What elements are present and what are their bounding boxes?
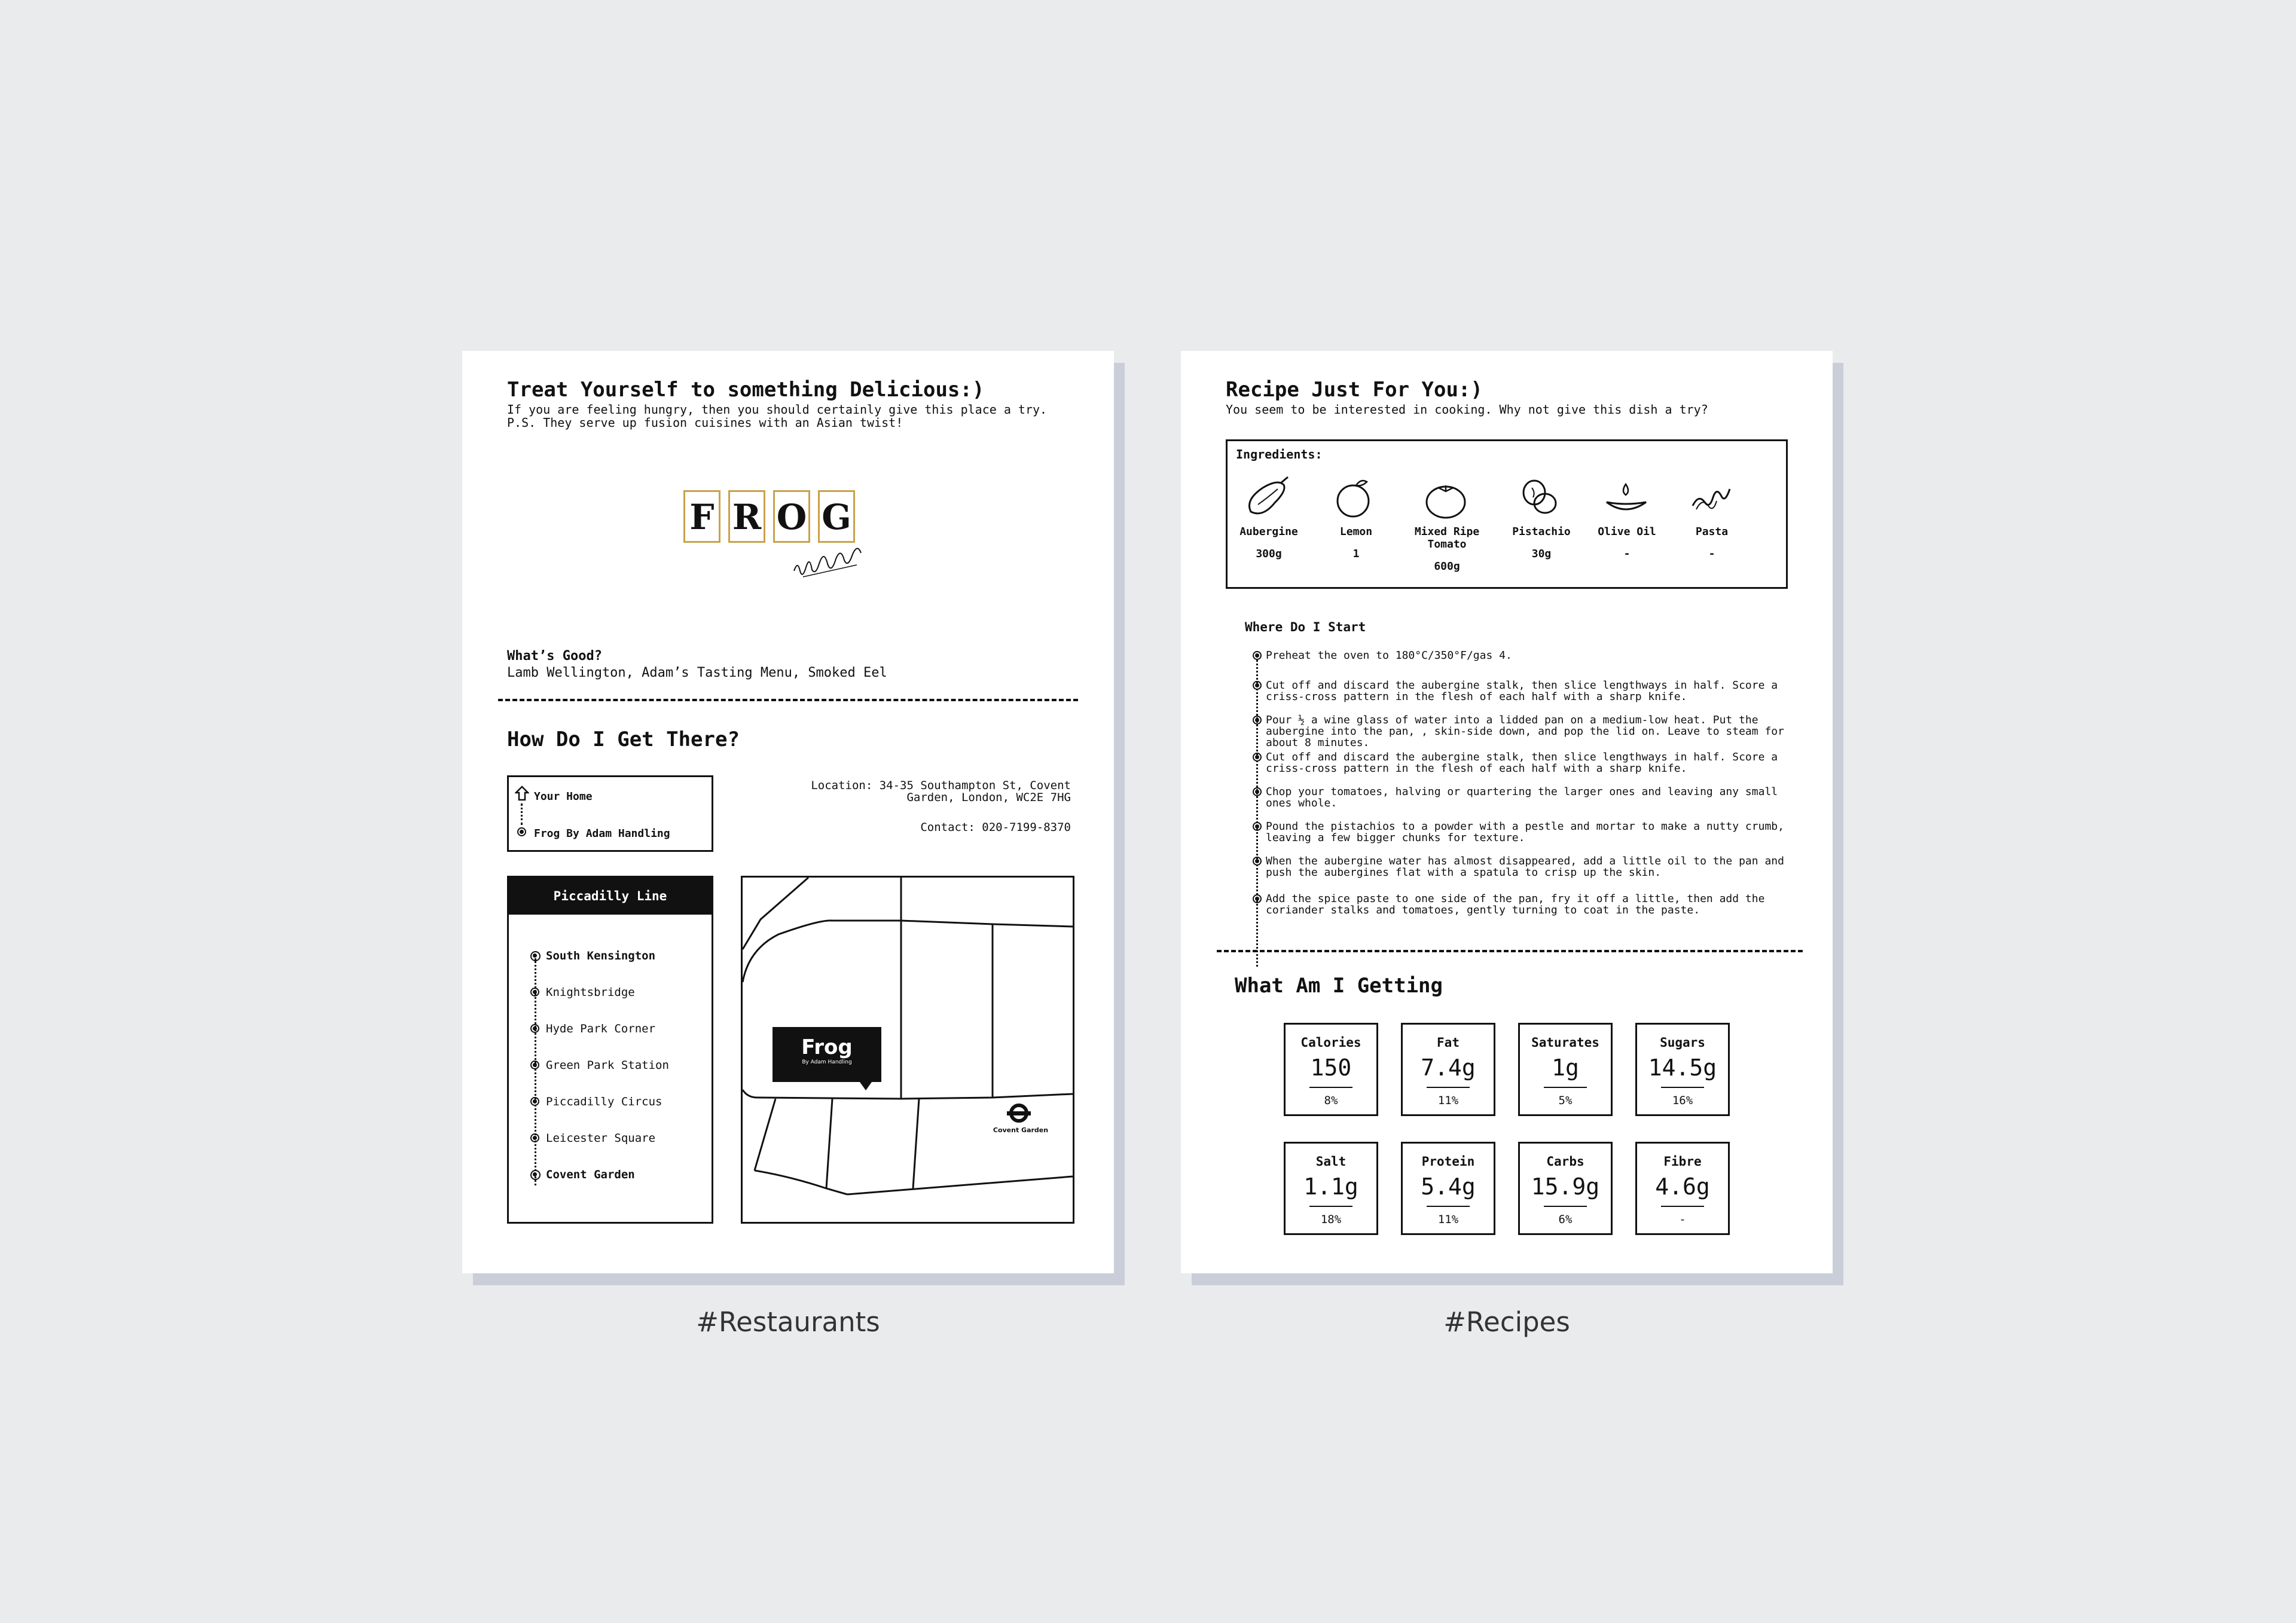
recipe-step [1266, 855, 1786, 878]
step-line: Cut off and discard the aubergine stalk, then slice lengthways in half. Score a [1266, 679, 1778, 692]
station-dot-icon [530, 1133, 539, 1142]
ingredient-name: Aubergine [1239, 525, 1298, 538]
ingredient-qty: 1 [1352, 548, 1360, 560]
logo-tile: G [818, 490, 855, 543]
nutrition-rule [1427, 1087, 1470, 1088]
ingredient-name: Olive Oil [1598, 525, 1656, 538]
map-pin-pointer [860, 1082, 872, 1090]
step-dot-icon [1253, 753, 1262, 762]
nutrition-label: Calories [1300, 1035, 1361, 1050]
nutrition-value: 14.5g [1648, 1055, 1717, 1081]
ingredient [1667, 476, 1757, 560]
steps-title: Where Do I Start [1245, 620, 1366, 634]
home-icon [515, 785, 529, 801]
step-line: criss-cross pattern in the flesh of each half with a sharp knife. [1266, 762, 1687, 775]
nutrition-percent: 16% [1672, 1094, 1693, 1107]
nutrition-tile [1518, 1142, 1613, 1235]
nutrition-value: 1.1g [1303, 1173, 1358, 1200]
nutrition-percent: 18% [1320, 1213, 1342, 1226]
step-line: Preheat the oven to 180°C/350°F/gas 4. [1266, 649, 1512, 662]
recipe-card [1181, 351, 1833, 1273]
directions-title: How Do I Get There? [507, 728, 740, 751]
tube-line-header: Piccadilly Line [509, 878, 712, 915]
ingredient [1582, 476, 1672, 560]
step-line: Cut off and discard the aubergine stalk, then slice lengthways in half. Score a [1266, 751, 1778, 763]
station-name[interactable]: South Kensington [546, 949, 656, 962]
map-pin-subtitle: By Adam Handling [802, 1059, 852, 1065]
logo-tile: F [683, 490, 720, 543]
nutrition-value: 4.6g [1655, 1173, 1710, 1200]
nutrition-label: Carbs [1546, 1154, 1584, 1169]
restaurant-title: Treat Yourself to something Delicious:) [507, 378, 985, 402]
nutrition-percent: 11% [1437, 1213, 1459, 1226]
route-from: Your Home [534, 790, 593, 803]
ingredient-name: Pistachio [1512, 525, 1571, 538]
step-line: Pour ½ a wine glass of water into a lidded pan on a medium-low heat. Put the [1266, 714, 1758, 726]
station-dot-icon [530, 951, 541, 961]
station-name[interactable]: Hyde Park Corner [546, 1022, 656, 1035]
step-line: Add the spice paste to one side of the pan, fry it off a little, then add the [1266, 893, 1765, 905]
ingredient [1402, 476, 1492, 573]
step-dot-icon [1253, 894, 1262, 903]
divider [1217, 950, 1803, 952]
aubergine-icon [1245, 476, 1293, 519]
recipe-title: Recipe Just For You:) [1226, 378, 1483, 402]
step-line: Pound the pistachios to a powder with a pestle and mortar to make a nutty crumb, [1266, 820, 1784, 833]
caption-recipes: #Recipes [1443, 1306, 1570, 1338]
recipe-step [1266, 786, 1786, 809]
step-dot-icon [1253, 787, 1262, 796]
step-line: push the aubergines flat with a spatula to crisp up the skin. [1266, 866, 1662, 879]
nutrition-tile [1401, 1023, 1495, 1116]
station-dot-icon [530, 1024, 539, 1033]
nutrition-percent: 5% [1558, 1094, 1573, 1107]
contact: Contact: 020-7199-8370 [920, 821, 1071, 834]
recipe-step [1266, 893, 1786, 916]
ingredient-qty: 600g [1434, 560, 1460, 573]
step-line: leaving a few bigger chunks for texture. [1266, 832, 1525, 844]
ingredient-name: Lemon [1339, 525, 1373, 538]
map-station-label: Covent Garden [993, 1126, 1049, 1134]
ingredient [1311, 476, 1401, 560]
nutrition-label: Fat [1437, 1035, 1460, 1050]
step-line: When the aubergine water has almost disappeared, add a little oil to the pan and [1266, 855, 1784, 867]
caption-restaurants: #Restaurants [696, 1306, 880, 1338]
step-line: about 8 minutes. [1266, 736, 1370, 749]
station-dot-icon [530, 1170, 541, 1180]
nutrition-percent: 11% [1437, 1094, 1459, 1107]
nutrition-label: Protein [1421, 1154, 1475, 1169]
nutrition-value: 1g [1552, 1055, 1579, 1081]
nutrition-rule [1544, 1206, 1587, 1207]
nutrition-percent: 6% [1558, 1213, 1573, 1226]
step-line: Chop your tomatoes, halving or quartering the larger ones and leaving any small [1266, 785, 1778, 798]
ingredient [1497, 476, 1586, 560]
station-name[interactable]: Piccadilly Circus [546, 1095, 662, 1108]
nutrition-tile [1284, 1023, 1378, 1116]
step-dot-icon [1253, 681, 1262, 690]
logo-tile: O [773, 490, 810, 543]
ingredient-name: Pasta [1695, 525, 1729, 538]
pistachio-icon [1518, 476, 1565, 519]
nutrition-tile [1401, 1142, 1495, 1235]
nutrition-title: What Am I Getting [1235, 974, 1443, 998]
route-to: Frog By Adam Handling [534, 827, 670, 840]
frog-logo [683, 490, 869, 586]
tomato-icon [1423, 476, 1471, 519]
divider [498, 699, 1078, 701]
nutrition-value: 150 [1310, 1055, 1352, 1081]
step-dot-icon [1253, 651, 1262, 660]
step-dot-icon [1253, 716, 1262, 725]
nutrition-label: Salt [1315, 1154, 1347, 1169]
logo-tile: R [728, 490, 765, 543]
nutrition-percent: - [1679, 1213, 1686, 1226]
nutrition-tile [1635, 1023, 1730, 1116]
frog-map-pin[interactable] [773, 1027, 881, 1082]
recipe-step [1266, 751, 1786, 774]
step-dot-icon [1253, 857, 1262, 866]
ingredient-qty: 30g [1531, 548, 1552, 560]
recipe-step [1266, 714, 1786, 748]
whats-good-value: Lamb Wellington, Adam’s Tasting Menu, Smoked Eel [507, 665, 887, 680]
nutrition-rule [1661, 1206, 1704, 1207]
tube-line-box [507, 876, 713, 1224]
station-dot-icon [530, 1097, 539, 1106]
station-dot-icon [530, 1060, 539, 1069]
ingredient-qty: 300g [1256, 548, 1282, 560]
nutrition-rule [1661, 1087, 1704, 1088]
restaurant-subtitle-1: If you are feeling hungry, then you should certainly give this place a try. [507, 402, 1048, 417]
location-address [811, 780, 1071, 803]
signature-icon [791, 547, 869, 583]
ingredient-qty: - [1623, 548, 1631, 560]
step-line: coriander stalks and tomatoes, gently turning to coat in the paste. [1266, 904, 1700, 916]
location-line-1: Location: 34-35 Southampton St, Covent [811, 779, 1071, 792]
nutrition-tile [1635, 1142, 1730, 1235]
ingredient-name: Mixed Ripe Tomato [1414, 525, 1480, 551]
nutrition-rule [1309, 1206, 1352, 1207]
nutrition-value: 15.9g [1531, 1173, 1600, 1200]
route-connector [521, 803, 523, 825]
nutrition-label: Saturates [1531, 1035, 1599, 1050]
map[interactable] [741, 876, 1074, 1224]
ingredients-box [1226, 439, 1788, 589]
nutrition-tile [1284, 1142, 1378, 1235]
restaurant-subtitle-2: P.S. They serve up fusion cuisines with an Asian twist! [507, 415, 903, 430]
ingredients-label: Ingredients: [1236, 447, 1323, 461]
step-line: aubergine into the pan, , skin-side down, and pop the lid on. Leave to steam for [1266, 725, 1784, 738]
nutrition-value: 5.4g [1421, 1173, 1476, 1200]
nutrition-tile [1518, 1023, 1613, 1116]
nutrition-rule [1309, 1087, 1352, 1088]
steps-connector [1256, 656, 1258, 967]
olive-oil-icon [1603, 476, 1651, 519]
pasta-icon [1688, 476, 1736, 519]
nutrition-label: Fibre [1663, 1154, 1702, 1169]
restaurant-card [462, 351, 1114, 1273]
station-name[interactable]: Covent Garden [546, 1168, 635, 1181]
route-box[interactable] [507, 775, 713, 852]
step-line: ones whole. [1266, 797, 1338, 809]
recipe-subtitle: You seem to be interested in cooking. Why not give this dish a try? [1226, 402, 1708, 417]
whats-good-label: What’s Good? [507, 649, 602, 664]
station-name[interactable]: Leicester Square [546, 1132, 656, 1145]
nutrition-value: 7.4g [1421, 1055, 1476, 1081]
step-line: criss-cross pattern in the flesh of each half with a sharp knife. [1266, 690, 1687, 703]
nutrition-label: Sugars [1660, 1035, 1705, 1050]
destination-dot-icon [517, 827, 526, 836]
ingredient [1224, 476, 1314, 560]
station-name[interactable]: Knightsbridge [546, 986, 635, 999]
recipe-step [1266, 680, 1786, 702]
nutrition-percent: 8% [1324, 1094, 1338, 1107]
station-name[interactable]: Green Park Station [546, 1059, 669, 1072]
nutrition-rule [1427, 1206, 1470, 1207]
map-pin-title: Frog [801, 1035, 853, 1059]
recipe-step [1266, 650, 1786, 661]
underground-icon [1006, 1102, 1032, 1124]
ingredient-qty: - [1708, 548, 1715, 560]
nutrition-rule [1544, 1087, 1587, 1088]
location-line-2: Garden, London, WC2E 7HG [906, 791, 1071, 804]
station-dot-icon [530, 988, 539, 997]
recipe-step [1266, 821, 1786, 843]
step-dot-icon [1253, 822, 1262, 831]
lemon-icon [1332, 476, 1380, 519]
